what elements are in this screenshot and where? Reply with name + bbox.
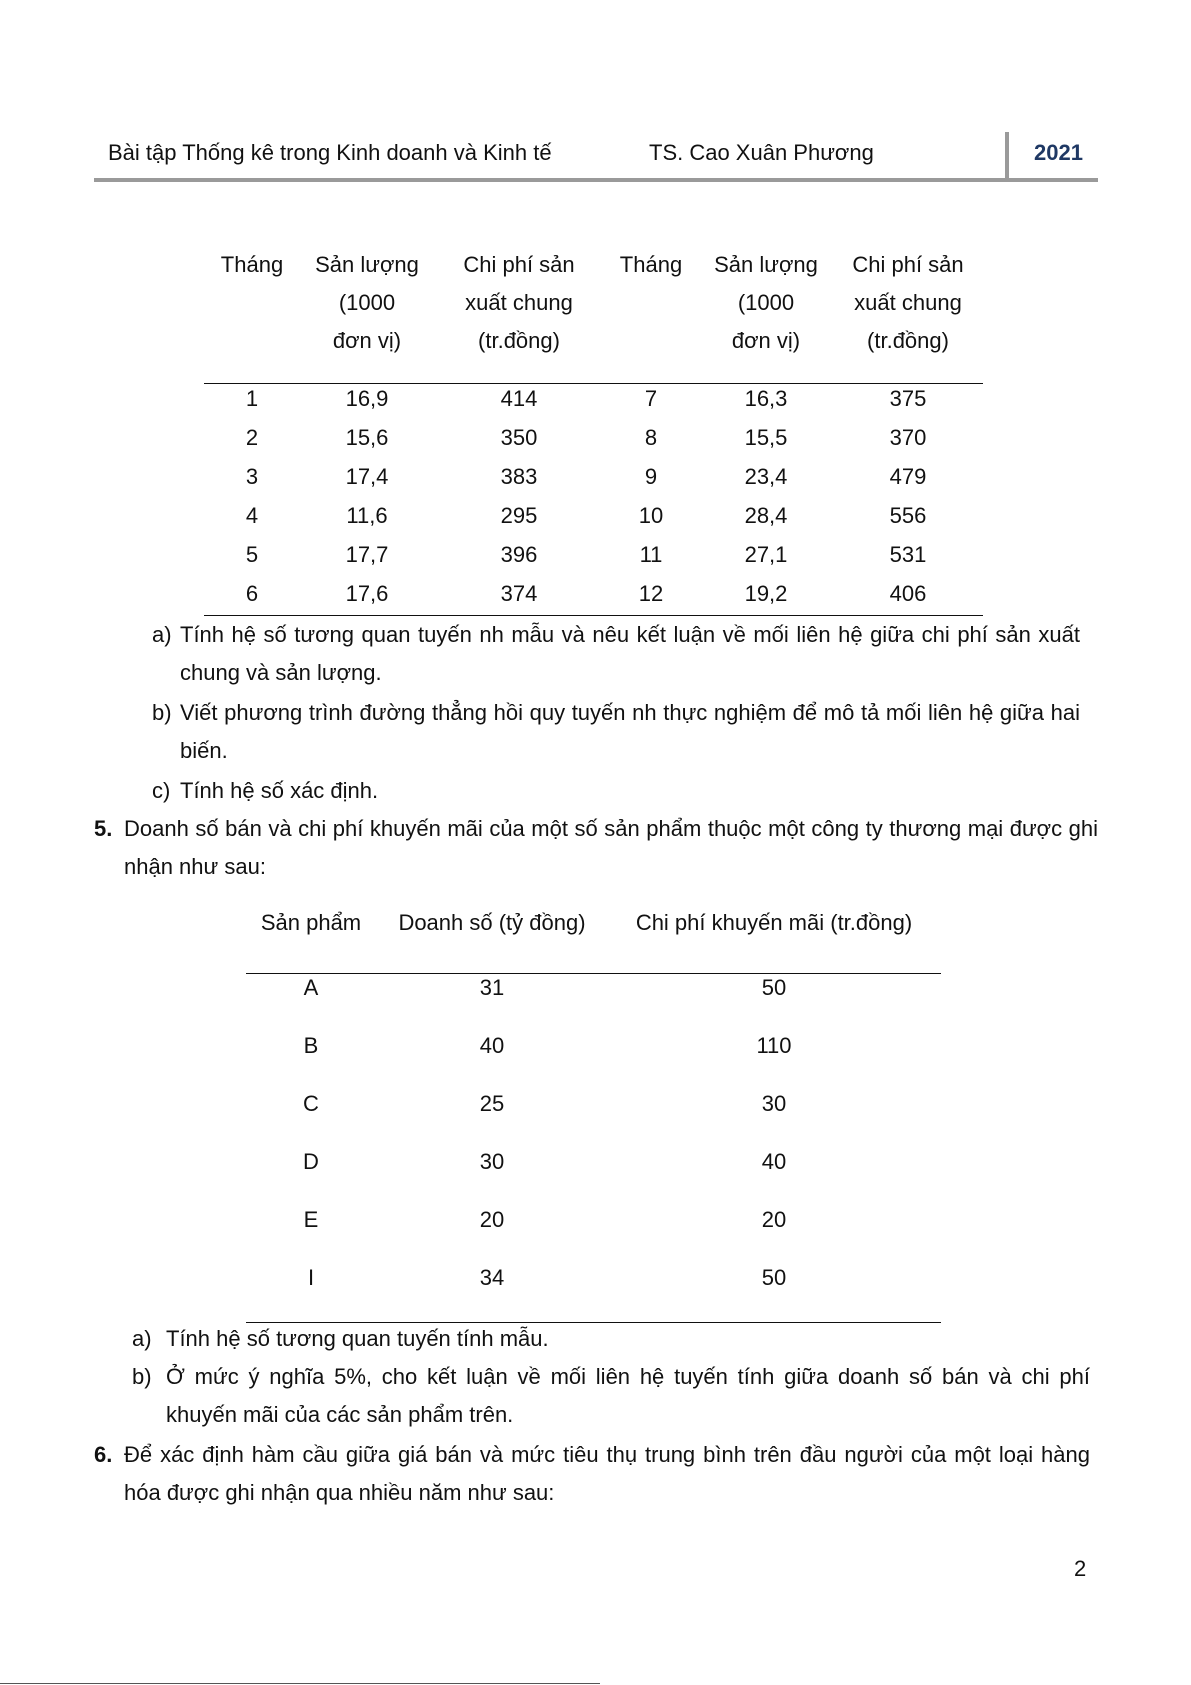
- t2-cell: 30: [761, 1091, 787, 1116]
- t2-cell: 40: [479, 1033, 505, 1058]
- header-divider: [1005, 132, 1009, 178]
- t1-cell: 375: [889, 386, 927, 411]
- q5-item-b: [132, 1358, 1090, 1434]
- t2-cell: 25: [479, 1091, 505, 1116]
- t2-cell: 50: [761, 1265, 787, 1290]
- t1-header-cell: xuất chung: [854, 290, 962, 315]
- q5-intro: [94, 810, 1098, 886]
- t1-cell: 370: [889, 425, 927, 450]
- t1-cell: 4: [245, 503, 259, 528]
- q5-b-text: Ở mức ý nghĩa 5%, cho kết luận về mối liên hệ tuyến tính giữa doanh số bán và chi phí khuyến mãi của các sản phẩm trên.: [166, 1364, 1090, 1427]
- t2-cell: 20: [761, 1207, 787, 1232]
- q5-item-a: [132, 1320, 1098, 1358]
- q6-text: Để xác định hàm cầu giữa giá bán và mức tiêu thụ trung bình trên đầu người của một loại hàng hóa được ghi nhận qua nhiều năm như sau:: [124, 1442, 1090, 1505]
- t2-cell: D: [303, 1149, 319, 1174]
- t1-cell: 17,6: [345, 581, 389, 606]
- t2-cell: 31: [479, 975, 505, 1000]
- q4-b-text: Viết phương trình đường thẳng hồi quy tuyến nh thực nghiệm để mô tả mối liên hệ giữa hai biến.: [180, 700, 1080, 763]
- t2-cell: 30: [479, 1149, 505, 1174]
- t1-cell: 556: [889, 503, 927, 528]
- t2-header-rule: [246, 973, 941, 974]
- t2-header-cell: Chi phí khuyến mãi (tr.đồng): [635, 910, 913, 935]
- t1-cell: 15,5: [744, 425, 788, 450]
- t1-cell: 1: [245, 386, 259, 411]
- page-header: [94, 126, 1098, 178]
- t1-header-cell: (tr.đồng): [867, 328, 949, 353]
- t1-header-cell: Tháng: [220, 252, 284, 277]
- author-name: TS. Cao Xuân Phương: [649, 140, 874, 165]
- q5-a-text: Tính hệ số tương quan tuyến tính mẫu.: [166, 1326, 549, 1351]
- q5-number: 5.: [94, 816, 113, 841]
- t1-header-cell: Chi phí sản: [463, 252, 575, 277]
- q4-a-label: a): [152, 622, 172, 647]
- t1-cell: 19,2: [744, 581, 788, 606]
- t2-cell: 20: [479, 1207, 505, 1232]
- t1-cell: 295: [500, 503, 538, 528]
- q5-a-label: a): [132, 1326, 152, 1351]
- q5-text: Doanh số bán và chi phí khuyến mãi của một số sản phẩm thuộc một công ty thương mại được ghi nhận như sau:: [124, 816, 1098, 879]
- t2-cell: B: [303, 1033, 319, 1058]
- t2-header-cell: Sản phẩm: [260, 910, 362, 935]
- q4-item-a: [152, 616, 1080, 692]
- t1-cell: 6: [245, 581, 259, 606]
- t1-cell: 16,9: [345, 386, 389, 411]
- footer-line: [0, 1683, 600, 1684]
- t1-header-rule: [204, 383, 983, 384]
- t1-cell: 531: [889, 542, 927, 567]
- t1-cell: 15,6: [345, 425, 389, 450]
- q6-number: 6.: [94, 1442, 113, 1467]
- t1-cell: 383: [500, 464, 538, 489]
- page-number: 2: [1074, 1556, 1087, 1581]
- t1-cell: 3: [245, 464, 259, 489]
- t2-cell: 34: [479, 1265, 505, 1290]
- t2-cell: C: [303, 1091, 319, 1116]
- header-rule: [94, 178, 1098, 182]
- t2-cell: 50: [761, 975, 787, 1000]
- t2-header-cell: Doanh số (tỷ đồng): [398, 910, 586, 935]
- q5-b-label: b): [132, 1364, 152, 1389]
- t1-cell: 374: [500, 581, 538, 606]
- t1-header-cell: đơn vị): [731, 328, 801, 353]
- t1-header-cell: (1000: [338, 290, 396, 315]
- q6-intro: [94, 1436, 1090, 1512]
- t1-cell: 17,7: [345, 542, 389, 567]
- t1-cell: 2: [245, 425, 259, 450]
- t1-header-cell: xuất chung: [465, 290, 573, 315]
- t1-cell: 479: [889, 464, 927, 489]
- book-title: Bài tập Thống kê trong Kinh doanh và Kinh tế: [108, 140, 552, 165]
- t2-cell: E: [303, 1207, 319, 1232]
- t1-cell: 8: [644, 425, 658, 450]
- t1-cell: 9: [644, 464, 658, 489]
- t2-cell: I: [307, 1265, 315, 1290]
- t1-header-cell: (1000: [737, 290, 795, 315]
- t1-header-cell: Chi phí sản: [852, 252, 964, 277]
- t1-cell: 10: [638, 503, 664, 528]
- t1-header-cell: đơn vị): [332, 328, 402, 353]
- t2-cell: A: [303, 975, 319, 1000]
- t2-cell: 110: [756, 1033, 792, 1058]
- t1-header-cell: Sản lượng: [315, 252, 419, 277]
- q4-b-label: b): [152, 700, 172, 725]
- t1-cell: 16,3: [744, 386, 788, 411]
- t1-cell: 28,4: [744, 503, 788, 528]
- t1-cell: 7: [644, 386, 658, 411]
- t1-cell: 23,4: [744, 464, 788, 489]
- t2-cell: 40: [761, 1149, 787, 1174]
- t1-cell: 12: [638, 581, 664, 606]
- t1-cell: 17,4: [345, 464, 389, 489]
- t1-cell: 27,1: [744, 542, 788, 567]
- q4-item-c: [152, 772, 1080, 810]
- q4-c-label: c): [152, 778, 171, 803]
- t1-cell: 5: [245, 542, 259, 567]
- t1-cell: 11: [639, 542, 663, 567]
- t1-header-cell: (tr.đồng): [478, 328, 560, 353]
- q4-a-text: Tính hệ số tương quan tuyến nh mẫu và nêu kết luận về mối liên hệ giữa chi phí sản xuất chung và sản lượng.: [180, 622, 1080, 685]
- q4-item-b: [152, 694, 1080, 770]
- t1-header-cell: Sản lượng: [714, 252, 818, 277]
- t1-cell: 11,6: [346, 503, 388, 528]
- t1-header-cell: Tháng: [619, 252, 683, 277]
- t1-cell: 406: [889, 581, 927, 606]
- t1-cell: 350: [500, 425, 538, 450]
- t1-cell: 396: [500, 542, 538, 567]
- t1-cell: 414: [500, 386, 538, 411]
- year-label: 2021: [1034, 140, 1083, 165]
- q4-c-text: Tính hệ số xác định.: [180, 778, 379, 803]
